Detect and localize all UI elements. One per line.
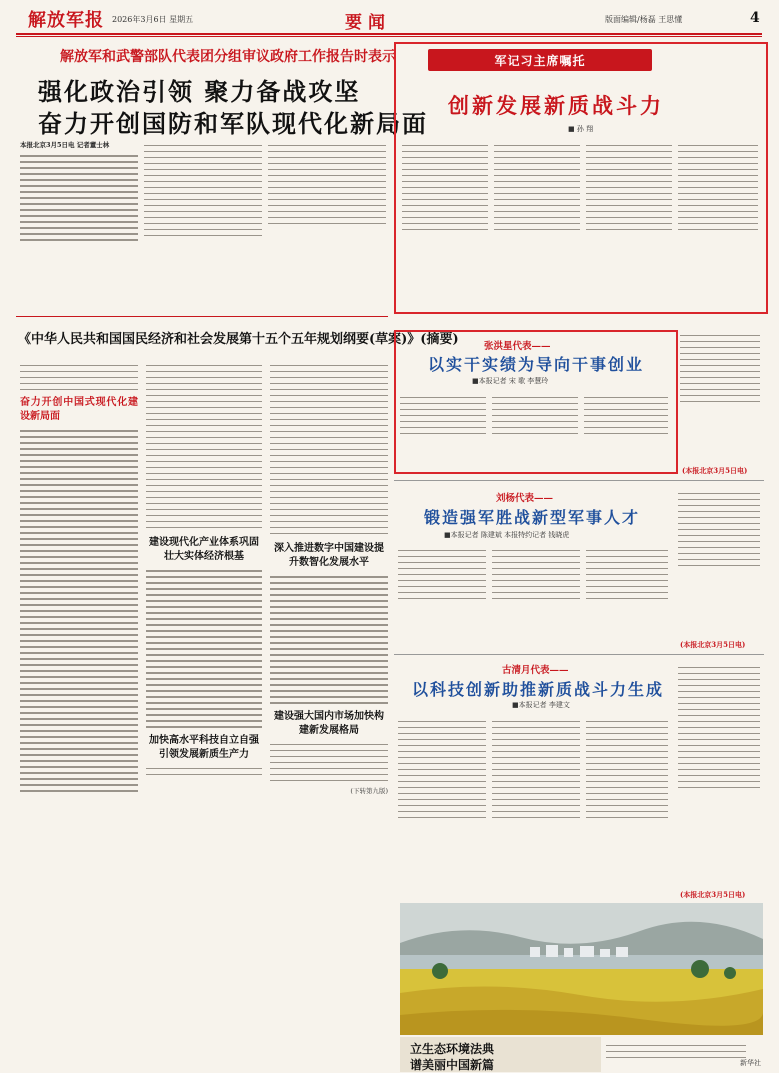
zhang-column-2 — [492, 392, 578, 466]
liu-column-4 — [678, 488, 760, 638]
gu-column-4 — [678, 662, 760, 888]
plan-column-1 — [20, 360, 138, 1050]
photo-credit: 新华社 — [740, 1059, 761, 1067]
gu-byline: ■本报记者 李建文 — [512, 701, 570, 709]
gu-column-2 — [492, 716, 580, 896]
liu-kicker: 刘杨代表—— — [496, 493, 554, 504]
plan-sub-heading-1: 奋力开创中国式现代化建设新局面 — [20, 397, 138, 422]
masthead-rule — [16, 33, 762, 35]
gu-headline: 以科技创新助推新质战斗力生成 — [412, 680, 665, 699]
zhang-headline: 以实干实绩为导向干事创业 — [428, 355, 645, 374]
feature-column-4 — [678, 140, 758, 305]
page-number: 4 — [750, 10, 760, 26]
plan-column-3 — [270, 360, 388, 1050]
top-story-lead: 本报北京3月5日电 记者董士林 — [20, 141, 110, 149]
newspaper-logo: 解放军报 — [28, 10, 104, 31]
top-story-headline-1: 强化政治引领 聚力备战攻坚 — [38, 77, 361, 106]
plan-title: 《中华人民共和国国民经济和社会发展第十五个五年规划纲要(草案)》(摘要) — [18, 332, 459, 347]
liu-tail: (本报北京3月5日电) — [680, 640, 746, 649]
plan-column-2 — [146, 360, 262, 1050]
liu-column-3 — [586, 545, 668, 645]
plan-sub-heading-3: 深入推进数字中国建设提升数智化发展水平 — [274, 543, 384, 568]
top-story-kicker: 解放军和武警部队代表团分组审议政府工作报告时表示 — [60, 49, 396, 65]
feature-banner-text: 军记习主席嘱托 — [494, 54, 586, 68]
zhang-tail: (本报北京3月5日电) — [682, 466, 748, 475]
top-story-column-1 — [20, 140, 138, 308]
zhang-column-3 — [584, 392, 668, 466]
zhang-byline: ■本报记者 宋 歌 李慧玲 — [472, 377, 549, 385]
plan-rule — [16, 316, 388, 317]
liu-headline: 锻造强军胜战新型军事人才 — [424, 508, 641, 527]
photo-caption-line-1: 立生态环境法典 — [410, 1042, 495, 1056]
gu-column-1 — [398, 716, 486, 896]
section-title: 要闻 — [345, 13, 391, 33]
top-story-column-2 — [144, 140, 262, 308]
liu-byline: ■本报记者 陈建斌 本报特约记者 钱晓虎 — [444, 531, 570, 539]
masthead — [0, 0, 779, 32]
gu-kicker: 古清月代表—— — [502, 665, 569, 676]
photo-caption-text — [606, 1040, 746, 1070]
photo-caption-line-2: 谱美丽中国新篇 — [410, 1058, 495, 1072]
plan-continued: (下转第九版) — [350, 786, 388, 795]
feature-column-2 — [494, 140, 580, 305]
gu-rule — [394, 654, 764, 655]
gu-column-3 — [586, 716, 668, 896]
zhang-column-1 — [400, 392, 486, 466]
masthead-rule-thin — [16, 36, 762, 37]
feature-column-3 — [586, 140, 672, 305]
gu-tail: (本报北京3月5日电) — [680, 890, 746, 899]
top-story-column-3 — [268, 140, 386, 308]
feature-headline: 创新发展新质战斗力 — [448, 93, 664, 118]
liu-column-2 — [492, 545, 580, 645]
liu-rule — [394, 480, 764, 481]
landscape-photo — [400, 903, 763, 1035]
plan-sub-heading-2: 建设现代化产业体系巩固壮大实体经济根基 — [149, 537, 259, 562]
zhang-column-4 — [680, 330, 760, 460]
liu-column-1 — [398, 545, 486, 645]
zhang-kicker: 张洪星代表—— — [484, 341, 551, 352]
issue-date: 2026年3月6日 星期五 — [112, 15, 194, 24]
page-editors: 版面编辑/杨磊 王思懂 — [605, 15, 683, 24]
plan-sub-heading-4: 加快高水平科技自立自强 引领发展新质生产力 — [149, 734, 259, 760]
plan-sub-heading-5: 建设强大国内市场加快构建新发展格局 — [274, 710, 384, 736]
feature-column-1 — [402, 140, 488, 305]
top-story-headline-2: 奋力开创国防和军队现代化新局面 — [38, 109, 428, 138]
landscape-photo-illustration — [400, 903, 763, 1035]
feature-byline: ■ 孙 翔 — [568, 125, 594, 133]
